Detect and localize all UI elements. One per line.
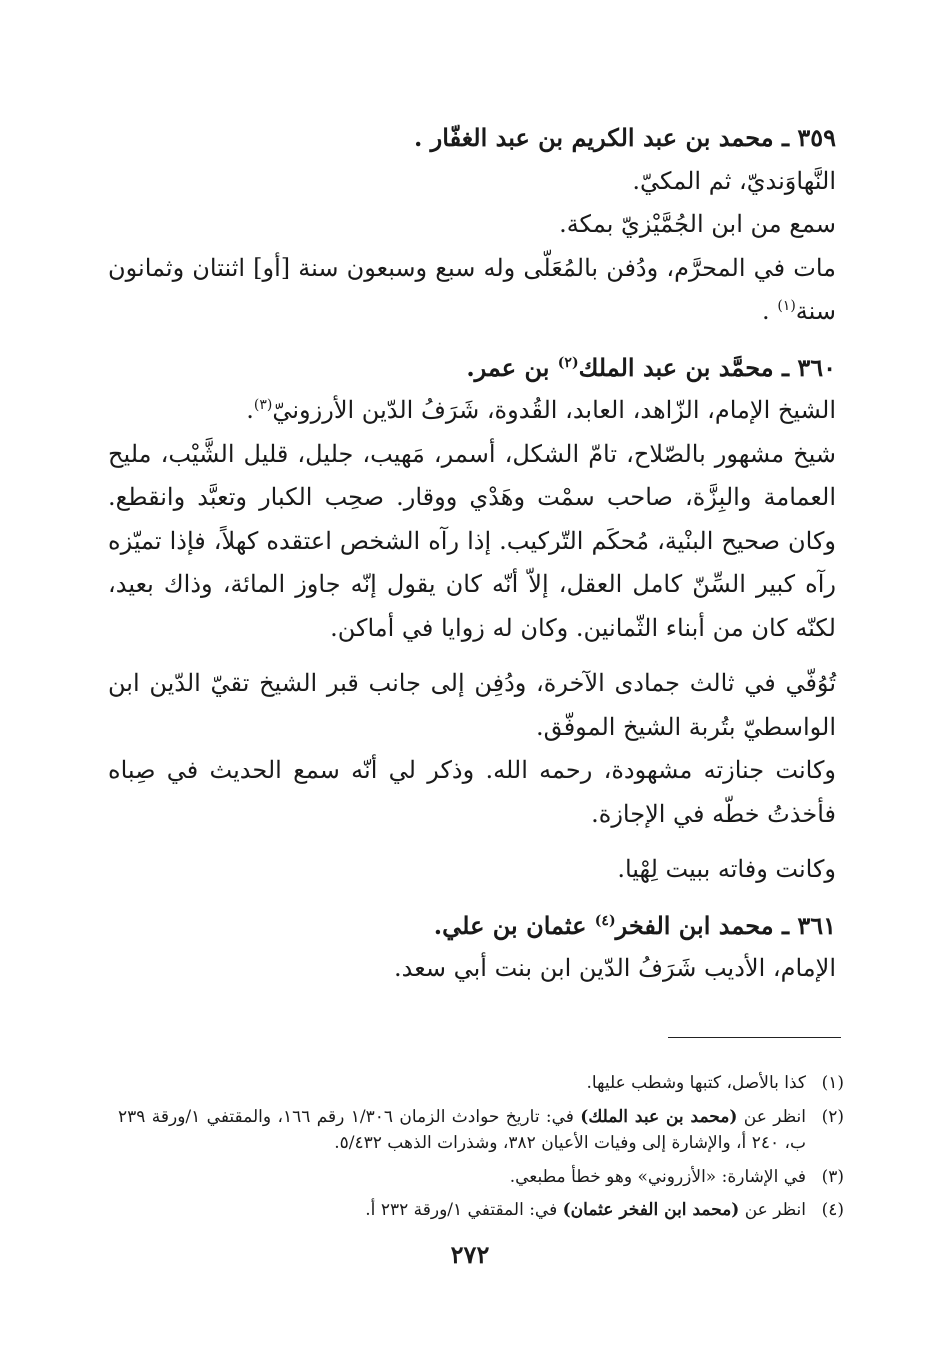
footnote-ref-1: (١) (777, 298, 796, 314)
footnote-number: (٣) (821, 1166, 844, 1187)
footnote-subject: (محمد بن عبد الملك) (580, 1106, 738, 1127)
page-number: ٢٧٢ (450, 1240, 490, 1269)
entry-361-titles: الإمام، الأديب شَرَفُ الدّين ابن بنت أبي سعد. (394, 954, 836, 982)
entry-359-line-2: سمع من ابن الجُمَّيْزيّ بمكة. (559, 210, 836, 238)
footnote-number: (٢) (821, 1106, 844, 1127)
entry-361-heading-name: ٣٦١ ـ محمد ابن الفخر (615, 910, 836, 940)
footnote-text (118, 1197, 806, 1224)
entry-360-funeral: وكانت جنازته مشهودة، رحمه الله. وذكر لي أنّه سمع الحديث في صِباه فأخذتُ خطّه في الإجازة. (108, 756, 836, 828)
entry-360-description: شيخ مشهور بالصّلاح، تامّ الشكل، أسمر، مَهيب، جليل، قليل الشَّيْب، مليح العمامة والبِزَّة، صاحب سمْت وهَدْي ووقار. صحِب الكبار وتعبَّد وانقطع. وكان صحيح البنْية، مُحكَم التّركيب. إذا رآه الشخص اعتقده كهلاً، فإذا تميّزه رآه كبير السِّنّ كامل العقل، إلاّ أنّه كان يقول إنّه جاوز المائة، وذاك بعيد، لكنّه كان من أبناء الثّمانين. وكان له زوايا في أماكن. (108, 439, 836, 642)
main-text-block (108, 116, 836, 991)
footnote-text: كذا بالأصل، كتبها وشطب عليها. (586, 1073, 806, 1093)
entry-360-titles-text: الشيخ الإمام، الزّاهد، العابد، القُدوة، شَرَفُ الدّين الأرزونيّ (272, 396, 836, 424)
footnote-text: في الإشارة: «الأزروني» وهو خطأ مطبعي. (509, 1166, 806, 1187)
entry-359-line-3-text: مات في المحرَّم، ودُفن بالمُعَلّى وله سبع وسبعون سنة [أو] اثنتان وثمانون سنة (108, 253, 836, 325)
entry-361-heading-rest: عثمان بن علي. (433, 910, 595, 940)
footnote-1 (118, 1070, 844, 1097)
entry-359-line-3-end: . (762, 297, 770, 325)
footnote-ref-3: (٣) (253, 397, 273, 413)
footnote-4 (118, 1197, 844, 1224)
footnote-subject: (محمد ابن الفخر عثمان) (562, 1200, 740, 1220)
footnote-prefix: انظر عن (737, 1106, 806, 1127)
footnote-number: (٤) (821, 1200, 844, 1220)
entry-360-death-place: وكانت وفاته ببيت لِهْيا. (617, 855, 836, 883)
entry-360-titles-end: . (246, 396, 254, 424)
footnote-text (118, 1104, 806, 1157)
entry-360-heading-rest: بن عمر. (466, 352, 558, 382)
footnote-separator (668, 1037, 841, 1038)
footnote-prefix: انظر عن (739, 1200, 806, 1220)
entry-heading-360 (108, 346, 836, 390)
footnote-sources: في: تاريخ حوادث الزمان ١/٣٠٦ رقم ١٦٦، والمقتفي ١/ورقة ٢٣٩ ب، ٢٤٠ أ، والإشارة إلى وفيات الأعيان ٣٨٢، وشذرات الذهب ٥/٤٣٢. (118, 1106, 806, 1153)
entry-359-line-1: النَّهاوَنديّ، ثم المكيّ. (632, 166, 836, 195)
entry-360-heading-name: ٣٦٠ ـ محمَّد بن عبد الملك (578, 352, 836, 382)
footnotes (118, 1070, 844, 1231)
footnote-3 (118, 1164, 844, 1191)
footnote-2 (118, 1104, 844, 1157)
entry-heading-361 (108, 904, 836, 948)
footnote-ref-2: (٢) (557, 354, 579, 371)
entry-360-titles (108, 389, 836, 433)
footnote-number: (١) (821, 1073, 844, 1093)
entry-359-line-3 (108, 247, 836, 334)
footnote-sources: في: المقتفي ١/ورقة ٢٣٢ أ. (365, 1200, 563, 1220)
entry-360-death: تُوُفّي في ثالث جمادى الآخرة، ودُفِن إلى جانب قبر الشيخ تقيّ الدّين ابن الواسطيّ بتُربة الشيخ الموفّق. (108, 669, 836, 741)
footnote-ref-4: (٤) (594, 912, 616, 929)
entry-heading-359: ٣٥٩ ـ محمد بن عبد الكريم بن عبد الغفّار . (413, 123, 836, 152)
